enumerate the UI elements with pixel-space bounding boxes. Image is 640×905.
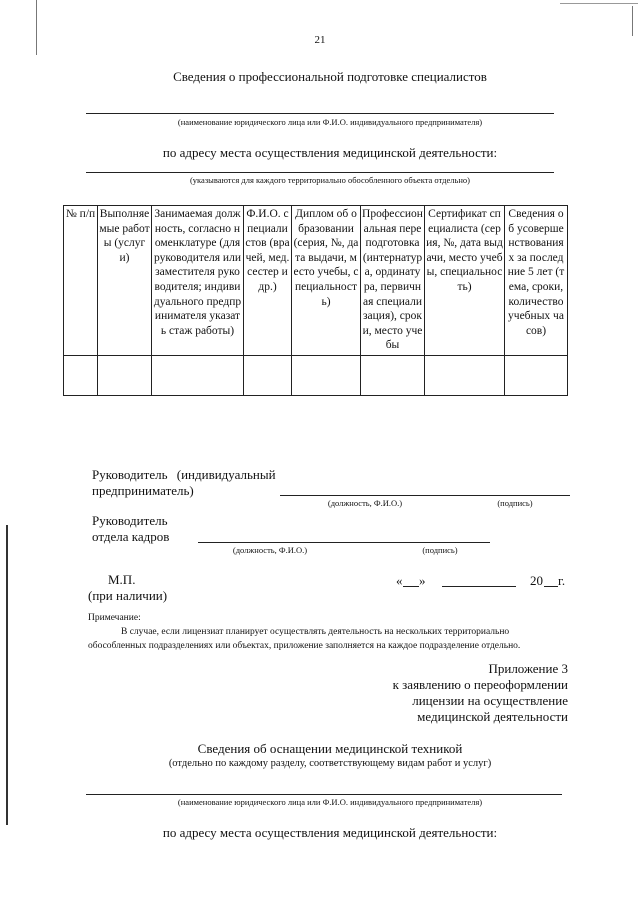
scan-edge-right: [632, 6, 633, 36]
date-close-quote: »: [419, 573, 426, 588]
table-cell[interactable]: [152, 355, 244, 395]
equipment-title: Сведения об оснащении медицинской техникой: [197, 741, 463, 756]
scan-edge-left: [6, 525, 8, 825]
date-open-quote: «: [396, 573, 403, 588]
table-cell[interactable]: [425, 355, 505, 395]
col-header-retraining: Профессиональная переподготовка (интернатура, ординатура, первичная специализация), сроки, место учебы: [361, 206, 425, 356]
hr-position-caption: (должность, Ф.И.О.): [232, 545, 308, 555]
head-signature-line[interactable]: [280, 495, 570, 496]
stamp-note: (при наличии): [88, 588, 168, 603]
note-label: Примечание:: [88, 613, 141, 623]
table-cell[interactable]: [64, 355, 98, 395]
table-cell[interactable]: [361, 355, 425, 395]
note-text-1: В случае, если лицензиат планирует осуществлять деятельность на нескольких территориально: [121, 627, 510, 637]
year-prefix: 20: [530, 573, 543, 588]
head-position-caption: (должность, Ф.И.О.): [327, 498, 403, 508]
page-number: 21: [314, 34, 326, 46]
col-header-fio: Ф.И.О. специалистов (врачей, мед. сестер и др.): [244, 206, 292, 356]
scan-edge-top-left: [36, 0, 37, 55]
table-cell[interactable]: [244, 355, 292, 395]
table-header-row: [64, 206, 568, 356]
note-text-2: обособленных подразделениях или объектах, приложение заполняется на каждое подразделение отдельно.: [88, 641, 521, 651]
appendix-line-1: к заявлению о переоформлении: [392, 677, 568, 692]
col-header-number: № п/п: [64, 206, 98, 356]
head-label-line1: Руководитель (индивидуальный: [92, 467, 276, 482]
head-signature-caption: (подпись): [497, 498, 533, 508]
col-header-improvement: Сведения об усовершенствованиях за последние 5 лет (тема, сроки, количество учебных часов): [505, 206, 568, 356]
specialists-table: [63, 205, 568, 396]
entity-name-caption-2: (наименование юридического лица или Ф.И.О. индивидуального предпринимателя): [177, 797, 483, 807]
table-row: [64, 355, 568, 395]
head-label-line2: предприниматель): [92, 483, 194, 498]
col-header-certificate: Сертификат специалиста (серия, №, дата выдачи, место учебы, специальность): [425, 206, 505, 356]
hr-signature-line[interactable]: [198, 542, 490, 543]
per-object-caption: (указываются для каждого территориально обособленного объекта отдельно): [189, 175, 471, 185]
appendix-title: Приложение 3: [488, 661, 568, 676]
scan-edge-top-right: [560, 3, 638, 4]
stamp-label: М.П.: [108, 572, 136, 587]
hr-signature-caption: (подпись): [422, 545, 458, 555]
col-header-diploma: Диплом об образовании (серия, №, дата выдачи, место учебы, специальность): [292, 206, 361, 356]
table-cell[interactable]: [505, 355, 568, 395]
hr-label-line1: Руководитель: [92, 513, 168, 528]
equipment-subtitle: (отдельно по каждому разделу, соответствующему видам работ и услуг): [168, 758, 492, 769]
entity-name-line-2: [86, 794, 562, 795]
col-header-position: Занимаемая должность, согласно номенклатуре (для руководителя или заместителя руководителя; индивидуального предпринимателя указать стаж работы): [152, 206, 244, 356]
date-day-line[interactable]: [403, 586, 419, 587]
col-header-services: Выполняемые работы (услуги): [98, 206, 152, 356]
date-year-line[interactable]: [544, 586, 558, 587]
entity-name-line: [86, 113, 554, 114]
address-line-2: по адресу места осуществления медицинской деятельности:: [162, 825, 498, 840]
address-underline: [86, 172, 554, 173]
address-line: по адресу места осуществления медицинской деятельности:: [162, 145, 498, 160]
year-suffix: г.: [558, 573, 566, 588]
table-cell[interactable]: [292, 355, 361, 395]
appendix-line-3: медицинской деятельности: [417, 709, 568, 724]
date-month-line[interactable]: [442, 586, 516, 587]
section-title: Сведения о профессиональной подготовке специалистов: [173, 69, 487, 84]
entity-name-caption: (наименование юридического лица или Ф.И.О. индивидуального предпринимателя): [177, 117, 483, 127]
table-cell[interactable]: [98, 355, 152, 395]
appendix-line-2: лицензии на осуществление: [412, 693, 568, 708]
hr-label-line2: отдела кадров: [92, 529, 170, 544]
